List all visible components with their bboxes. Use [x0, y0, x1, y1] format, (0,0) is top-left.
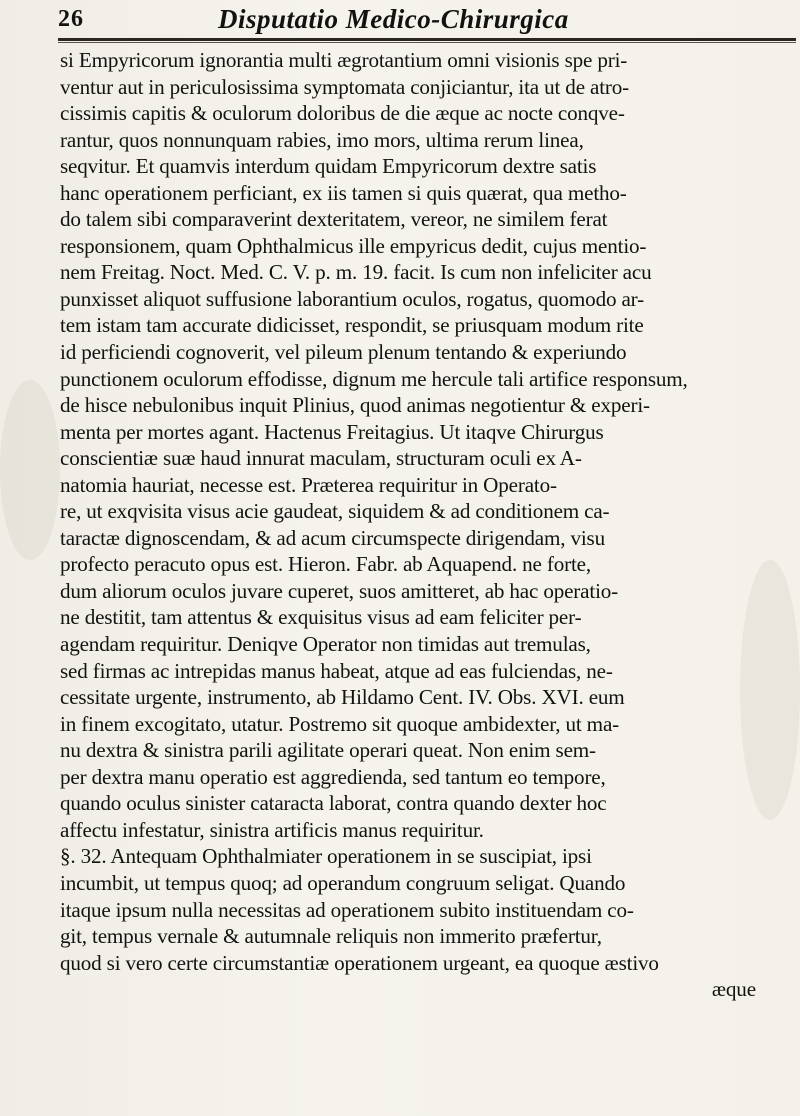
text-line: itaque ipsum nulla necessitas ad operationem subito instituendam co-	[60, 897, 634, 922]
text-line: git, tempus vernale & autumnale reliquis non immerito præfertur,	[60, 924, 602, 949]
text-line: responsionem, quam Ophthalmicus ille empyricus dedit, cujus mentio-	[60, 233, 647, 258]
text-line: id perficiendi cognoverit, vel pileum plenum tentando & experiundo	[60, 340, 627, 365]
text-line: taractæ dignoscendam, & ad acum circumspecte dirigendam, visu	[60, 525, 605, 550]
text-line: natomia hauriat, necesse est. Præterea requiritur in Operato-	[60, 472, 557, 497]
text-line: agendam requiritur. Deniqve Operator non timidas aut tremulas,	[60, 632, 591, 657]
text-line: rantur, quos nonnunquam rabies, imo mors, ultima rerum linea,	[60, 127, 584, 152]
header-rule-thin	[58, 42, 796, 43]
text-line: nem Freitag. Noct. Med. C. V. p. m. 19. facit. Is cum non infeliciter acu	[60, 260, 652, 285]
text-line: cissimis capitis & oculorum doloribus de die æque ac nocte conqve-	[60, 101, 625, 126]
paper-stain	[0, 380, 60, 560]
text-line: quod si vero certe circumstantiæ operationem urgeant, ea quoque æstivo	[60, 950, 659, 975]
text-line: punxisset aliquot suffusione laborantium oculos, rogatus, quomodo ar-	[60, 286, 644, 311]
text-line: ne destitit, tam attentus & exquisitus visus ad eam feliciter per-	[60, 605, 582, 630]
header-rule	[58, 38, 796, 41]
text-line: de hisce nebulonibus inquit Plinius, quod animas negotientur & experi-	[60, 393, 650, 418]
text-line: si Empyricorum ignorantia multi ægrotantium omni visionis spe pri-	[60, 48, 628, 72]
text-line: tem istam tam accurate didicisset, respondit, se priusquam modum rite	[60, 313, 644, 338]
text-line: in finem excogitato, utatur. Postremo sit quoque ambidexter, ut ma-	[60, 711, 620, 736]
text-line: cessitate urgente, instrumento, ab Hildamo Cent. IV. Obs. XVI. eum	[60, 685, 625, 710]
text-line: menta per mortes agant. Hactenus Freitagius. Ut itaqve Chirurgus	[60, 419, 604, 444]
text-line: dum aliorum oculos juvare cuperet, suos amitteret, ab hac operatio-	[60, 578, 619, 603]
text-line: quando oculus sinister cataracta laborat, contra quando dexter hoc	[60, 791, 607, 816]
text-line: profecto peracuto opus est. Hieron. Fabr. ab Aquapend. ne forte,	[60, 552, 591, 577]
body-text	[60, 47, 784, 1003]
text-line: §. 32. Antequam Ophthalmiater operationem in se suscipiat, ipsi	[60, 844, 592, 869]
text-line: æque	[711, 977, 756, 1002]
text-line: affectu infestatur, sinistra artificis manus requiritur.	[60, 817, 484, 842]
running-head: Disputatio Medico-Chirurgica	[218, 4, 569, 34]
text-line: do talem sibi comparaverint dexteritatem, vereor, ne similem ferat	[60, 207, 608, 232]
text-line: seqvitur. Et quamvis interdum quidam Empyricorum dextre satis	[60, 154, 597, 179]
text-line: per dextra manu operatio est aggredienda, sed tantum eo tempore,	[60, 764, 606, 789]
text-line: incumbit, ut tempus quoq; ad operandum congruum seligat. Quando	[60, 870, 626, 895]
text-line: punctionem oculorum effodisse, dignum me hercule tali artifice responsum,	[60, 366, 688, 391]
text-line: ventur aut in periculosissima symptomata conjiciantur, ita ut de atro-	[60, 74, 630, 99]
page-header	[58, 2, 798, 36]
text-line: conscientiæ suæ haud innurat maculam, structuram oculi ex A-	[60, 446, 582, 471]
page-number: 26	[58, 6, 84, 32]
text-line: hanc operationem perficiant, ex iis tamen si quis quærat, qua metho-	[60, 180, 627, 205]
text-line: re, ut exqvisita visus acie gaudeat, siquidem & ad conditionem ca-	[60, 499, 610, 524]
text-line: nu dextra & sinistra parili agilitate operari queat. Non enim sem-	[60, 738, 596, 763]
text-line: sed firmas ac intrepidas manus habeat, atque ad eas fulciendas, ne-	[60, 658, 613, 683]
